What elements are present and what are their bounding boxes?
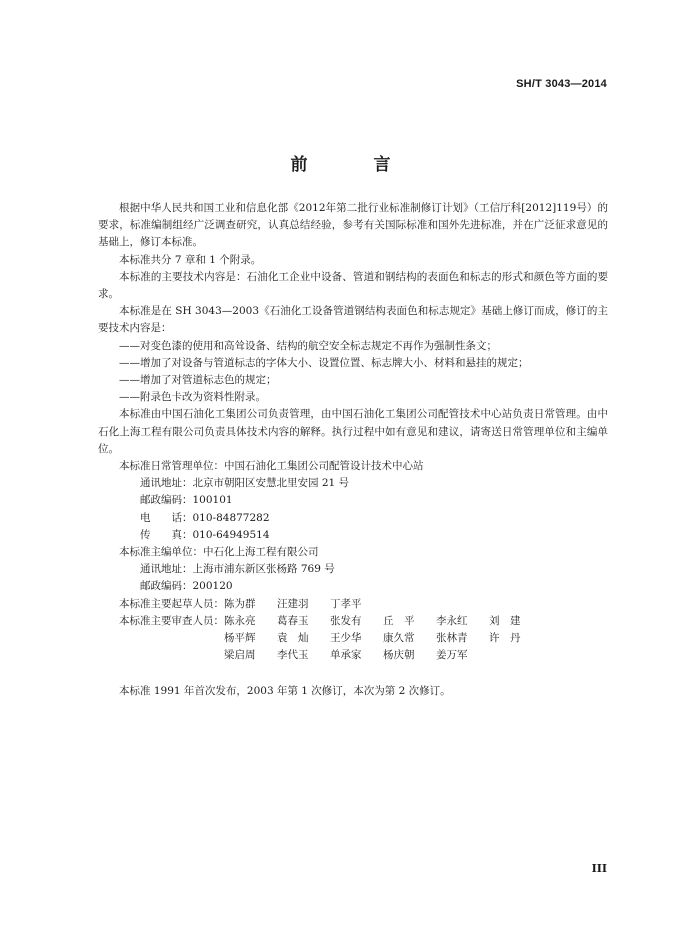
reviewers-label: 本标准主要审查人员： <box>119 614 224 627</box>
person-name: 袁 灿 <box>277 632 309 645</box>
change-item: ——增加了对管道标志色的规定； <box>119 374 277 387</box>
page-number: III <box>591 862 607 875</box>
person-name: 梁启周 <box>224 649 256 662</box>
standard-code: SH/T 3043—2014 <box>516 78 607 90</box>
person-name: 王少华 <box>330 632 362 645</box>
daily-unit-phone-row <box>98 510 608 527</box>
person-name: 葛春玉 <box>277 614 309 627</box>
reviewers-names <box>224 613 594 665</box>
person-name: 丁孝平 <box>330 597 362 610</box>
person-name: 姜万军 <box>436 649 468 662</box>
daily-unit-address-row <box>98 475 608 492</box>
editor-unit-row <box>98 544 608 561</box>
person-name: 陈为群 <box>224 597 256 610</box>
drafters-names <box>224 596 594 613</box>
postcode-label: 邮政编码： <box>140 494 193 507</box>
postcode-value: 200120 <box>192 580 233 593</box>
change-item: ——对变色漆的使用和高耸设备、结构的航空安全标志规定不再作为强制性条文； <box>119 339 497 352</box>
person-name: 许 丹 <box>489 632 521 645</box>
person-name: 刘 建 <box>489 614 521 627</box>
person-name: 丘 平 <box>383 614 415 627</box>
person-name: 张发有 <box>330 614 362 627</box>
postcode-value: 100101 <box>192 494 233 507</box>
daily-unit-label: 本标准日常管理单位： <box>119 460 224 473</box>
publication-history: 本标准 1991 年首次发布，2003 年第 1 次修订，本次为第 2 次修订。 <box>119 685 451 698</box>
person-name: 杨平辉 <box>224 632 256 645</box>
fax-value: 010-64949514 <box>192 528 270 541</box>
postcode-label: 邮政编码： <box>140 580 193 593</box>
editor-unit-address-row <box>98 561 608 578</box>
phone-value: 010-84877282 <box>192 511 270 524</box>
document-body <box>98 200 608 701</box>
person-name: 李永红 <box>436 614 468 627</box>
daily-unit-row <box>98 458 608 475</box>
spacer <box>98 664 608 683</box>
reviewers-row <box>98 613 608 665</box>
paragraph-management: 本标准由中国石油化工集团公司负责管理，由中国石油化工集团公司配管技术中心站负责日常管理。由中石化上海工程有限公司负责具体技术内容的解释。执行过程中如有意见和建议，请寄送日常管理单位和主编单位。 <box>98 408 608 455</box>
change-item: ——附录色卡改为资料性附录。 <box>119 391 266 404</box>
editor-unit-postcode-row <box>98 578 608 595</box>
editor-unit-label: 本标准主编单位： <box>119 546 203 559</box>
paragraph-basis: 根据中华人民共和国工业和信息化部《2012年第二批行业标准制修订计划》（工信厅科[2012]119号）的要求，标准编制组经广泛调查研究，认真总结经验，参考有关国际标准和国外先进标准，并在广泛征求意见的基础上，修订本标准。 <box>98 202 608 249</box>
person-name: 李代玉 <box>277 649 309 662</box>
person-name: 陈永亮 <box>224 614 256 627</box>
daily-unit-name: 中国石油化工集团公司配管设计技术中心站 <box>224 460 424 473</box>
paragraph-revision: 本标准是在 SH 3043—2003《石油化工设备管道钢结构表面色和标志规定》基础上修订而成，修订的主要技术内容是： <box>98 305 608 335</box>
address-value: 北京市朝阳区安慧北里安园 21 号 <box>192 477 350 490</box>
address-value: 上海市浦东新区张杨路 769 号 <box>192 563 335 576</box>
person-name: 张林青 <box>436 632 468 645</box>
change-item: ——增加了对设备与管道标志的字体大小、设置位置、标志牌大小、材料和悬挂的规定； <box>119 356 529 369</box>
address-label: 通讯地址： <box>140 563 193 576</box>
paragraph-content: 本标准的主要技术内容是：石油化工企业中设备、管道和钢结构的表面色和标志的形式和颜色等方面的要求。 <box>98 270 608 301</box>
drafters-row <box>98 596 608 613</box>
person-name: 汪建羽 <box>277 597 309 610</box>
person-name: 杨庆朝 <box>383 649 415 662</box>
phone-label: 电 话： <box>140 511 193 524</box>
drafters-label: 本标准主要起草人员： <box>119 597 224 610</box>
fax-label: 传 真： <box>140 528 193 541</box>
daily-unit-postcode-row <box>98 492 608 509</box>
daily-unit-fax-row <box>98 527 608 544</box>
paragraph-structure: 本标准共分 7 章和 1 个附录。 <box>119 253 262 266</box>
page-title: 前 言 <box>290 155 421 175</box>
editor-unit-name: 中石化上海工程有限公司 <box>203 546 319 559</box>
address-label: 通讯地址： <box>140 477 193 490</box>
person-name: 康久常 <box>383 632 415 645</box>
person-name: 单承家 <box>330 649 362 662</box>
